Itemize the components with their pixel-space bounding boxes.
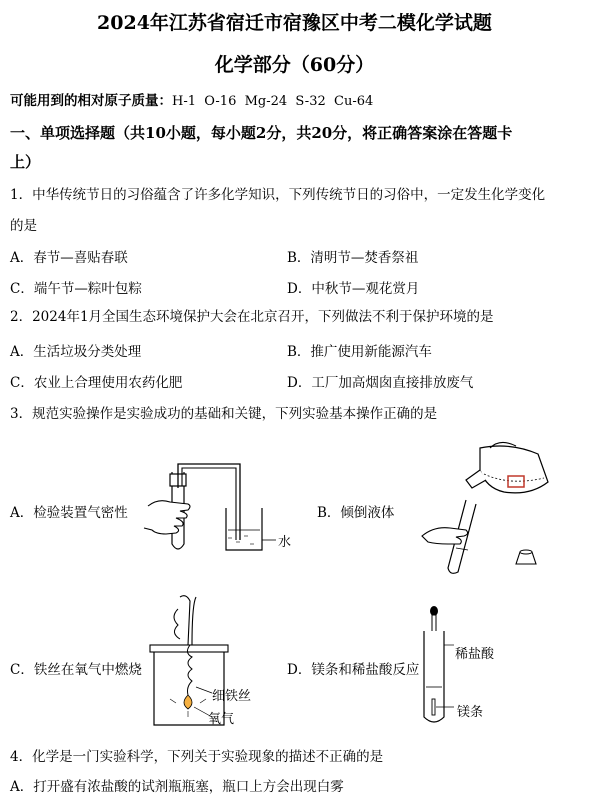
q1-stem: 1．中华传统节日的习俗蕴含了许多化学知识，下列传统节日的习俗中，一定发生化学变化 — [10, 187, 546, 203]
exam-title: 2024年江苏省宿迁市宿豫区中考二模化学试题 — [97, 12, 492, 34]
q3-option-a[interactable]: A．检验装置气密性 — [10, 505, 128, 521]
atomic-mass-values: H-1 O-16 Mg-24 S-32 Cu-64 — [172, 94, 374, 109]
label-oxygen: 氧气 — [208, 712, 235, 727]
section-heading: 一、单项选择题（共10小题，每小题2分，共20分，将正确答案涂在答题卡 — [10, 124, 513, 142]
pouring-liquid-figure — [420, 440, 570, 580]
label-iron-wire: 细铁丝 — [212, 689, 252, 704]
atomic-mass-label: 可能用到的相对原子质量： — [10, 93, 172, 109]
q3-option-d[interactable]: D．镁条和稀盐酸反应 — [287, 662, 420, 678]
label-water: 水 — [278, 535, 292, 550]
q2-option-b[interactable]: B．推广使用新能源汽车 — [287, 344, 432, 360]
q3-option-b[interactable]: B．倾倒液体 — [317, 505, 395, 521]
q2-option-a[interactable]: A．生活垃圾分类处理 — [10, 344, 142, 360]
q2-stem: 2．2024年1月全国生态环境保护大会在北京召开，下列做法不利于保护环境的是 — [10, 309, 494, 325]
q3-stem: 3．规范实验操作是实验成功的基础和关键，下列实验基本操作正确的是 — [10, 406, 438, 422]
section-heading-cont: 上） — [10, 153, 41, 171]
q3-option-c[interactable]: C．铁丝在氧气中燃烧 — [10, 662, 142, 678]
q2-option-d[interactable]: D．工厂加高烟囱直接排放废气 — [287, 375, 474, 391]
q1-option-c[interactable]: C．端午节—粽叶包粽 — [10, 281, 142, 297]
q4-stem: 4．化学是一门实验科学，下列关于实验现象的描述不正确的是 — [10, 749, 384, 765]
airtightness-apparatus-figure — [140, 458, 300, 558]
q4-option-a[interactable]: A．打开盛有浓盐酸的试剂瓶瓶塞，瓶口上方会出现白雾 — [10, 779, 344, 795]
iron-burning-figure — [140, 595, 270, 735]
atomic-mass-line — [10, 89, 373, 109]
q2-option-c[interactable]: C．农业上合理使用农药化肥 — [10, 375, 183, 391]
label-hcl: 稀盐酸 — [455, 647, 495, 662]
q1-option-a[interactable]: A．春节—喜贴春联 — [10, 250, 128, 266]
q1-option-d[interactable]: D．中秋节—观花赏月 — [287, 281, 420, 297]
label-mg-strip: 镁条 — [457, 705, 484, 720]
q1-stem-cont: 的是 — [10, 218, 37, 234]
q1-option-b[interactable]: B．清明节—焚香祭祖 — [287, 250, 419, 266]
exam-subtitle: 化学部分（60分） — [214, 54, 375, 76]
